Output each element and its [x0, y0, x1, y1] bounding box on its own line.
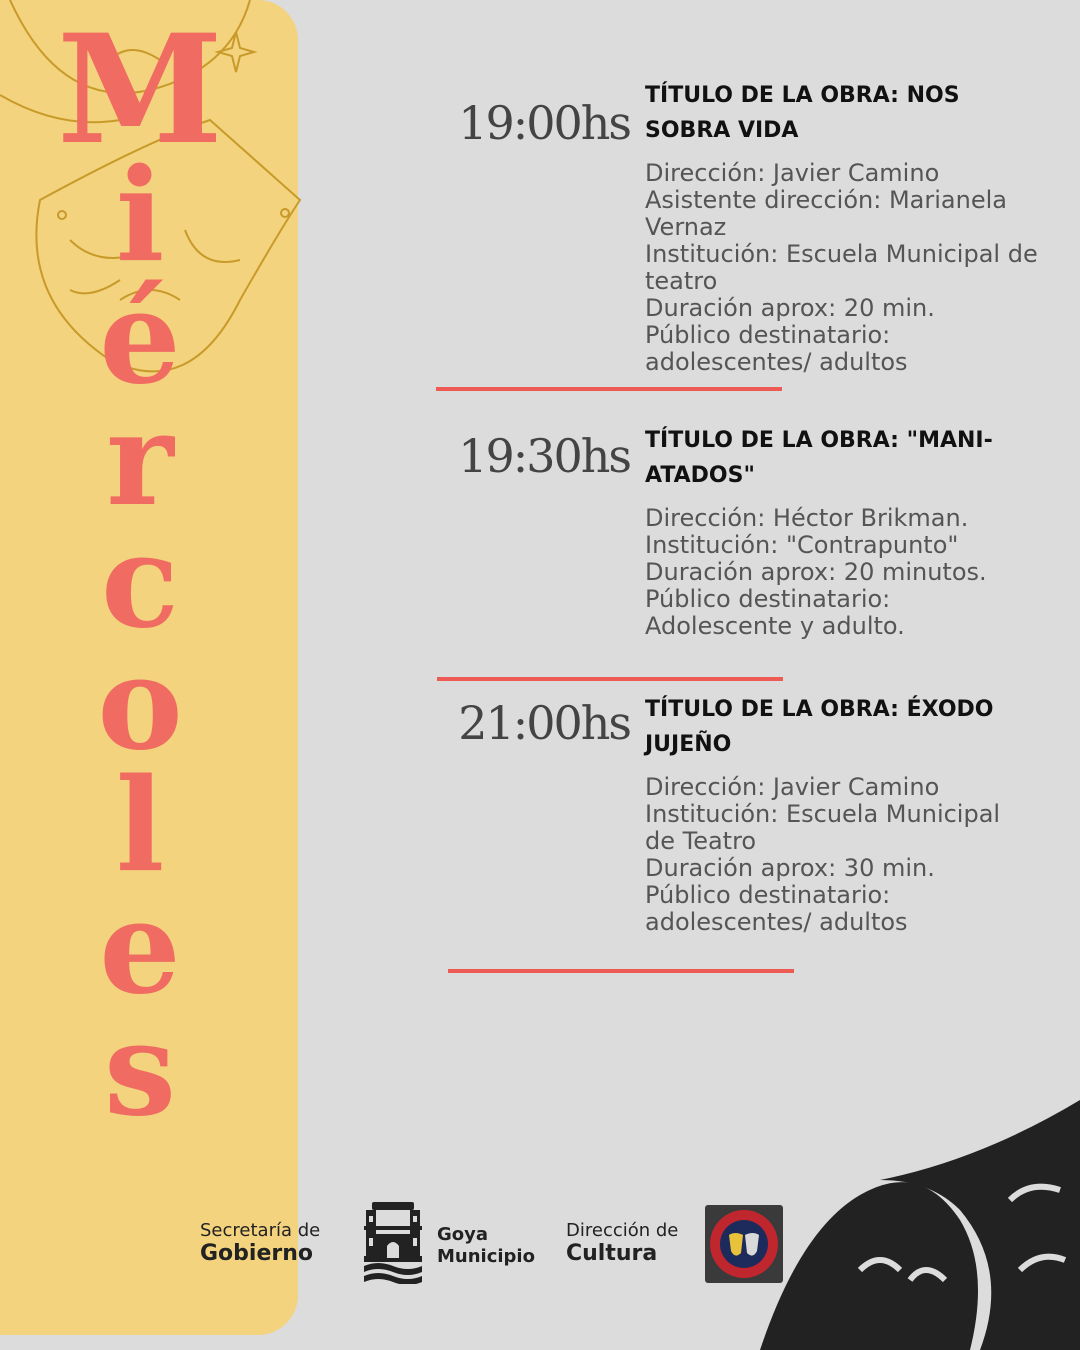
info-line: adolescentes/ adultos	[645, 348, 908, 376]
event-info	[645, 160, 1065, 376]
secretaria-logo	[200, 1220, 320, 1266]
cultura-name: Cultura	[566, 1241, 658, 1266]
event-info	[645, 774, 1065, 936]
secretaria-name: Gobierno	[200, 1241, 314, 1266]
info-line: adolescentes/ adultos	[645, 908, 908, 936]
info-line: Adolescente y adulto.	[645, 612, 905, 640]
event-title	[645, 78, 1065, 148]
event-title-line: TÍTULO DE LA OBRA: ÉXODO	[645, 697, 994, 722]
event-title-line: SOBRA VIDA	[645, 118, 799, 143]
event-time: 19:30hs	[458, 429, 630, 483]
theater-masks-icon	[760, 1100, 1080, 1350]
info-line: teatro	[645, 267, 718, 295]
info-line: de Teatro	[645, 827, 757, 855]
event-details	[645, 692, 1065, 936]
info-line: Dirección: Javier Camino	[645, 773, 940, 801]
info-line: Público destinatario:	[645, 881, 891, 909]
info-line: Dirección: Javier Camino	[645, 159, 940, 187]
event-time: 19:00hs	[458, 96, 630, 150]
info-line: Duración aprox: 20 min.	[645, 294, 935, 322]
divider	[448, 969, 794, 973]
day-letter: s	[103, 995, 177, 1145]
event-title	[645, 423, 1065, 493]
cultura-logo	[566, 1220, 678, 1266]
info-line: Duración aprox: 30 min.	[645, 854, 935, 882]
event-details	[645, 423, 1065, 640]
day-letter: é	[99, 263, 181, 413]
info-line: Institución: "Contrapunto"	[645, 531, 959, 559]
goya-logo-text	[437, 1224, 535, 1268]
event-title	[645, 692, 1065, 762]
event-info	[645, 505, 1065, 640]
day-title	[55, 2, 225, 1145]
event-title-line: TÍTULO DE LA OBRA: NOS	[645, 83, 960, 108]
goya-line: Goya	[437, 1224, 489, 1245]
info-line: Público destinatario:	[645, 321, 891, 349]
info-line: Vernaz	[645, 213, 727, 241]
info-line: Institución: Escuela Municipal de	[645, 240, 1038, 268]
day-letter: o	[97, 629, 183, 779]
day-letter: e	[99, 873, 181, 1023]
info-line: Duración aprox: 20 minutos.	[645, 558, 987, 586]
day-letter: l	[115, 751, 165, 901]
event-time: 21:00hs	[458, 696, 630, 750]
cultura-label: Dirección de	[566, 1220, 679, 1241]
event-title-line: ATADOS"	[645, 463, 755, 488]
event-title-line: JUJEÑO	[645, 732, 732, 757]
day-letter: r	[106, 385, 174, 535]
info-line: Asistente dirección: Marianela	[645, 186, 1007, 214]
event-title-line: TÍTULO DE LA OBRA: "MANI-	[645, 428, 993, 453]
event-details	[645, 78, 1065, 376]
goya-line: Municipio	[437, 1246, 535, 1267]
info-line: Público destinatario:	[645, 585, 891, 613]
goya-crest-icon	[362, 1196, 424, 1284]
info-line: Dirección: Héctor Brikman.	[645, 504, 969, 532]
info-line: Institución: Escuela Municipal	[645, 800, 1001, 828]
divider	[436, 387, 782, 391]
secretaria-label: Secretaría de	[200, 1220, 321, 1241]
divider	[437, 677, 783, 681]
day-letter: c	[101, 507, 179, 657]
day-letter: M	[56, 2, 224, 178]
day-letter: i	[115, 141, 165, 291]
